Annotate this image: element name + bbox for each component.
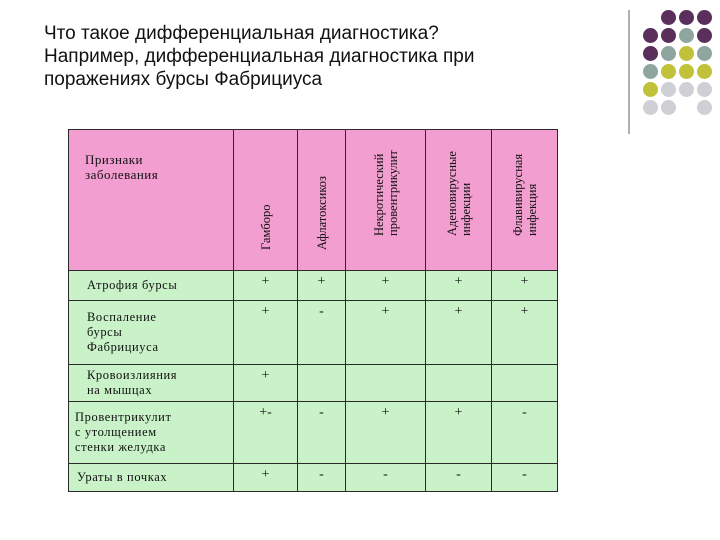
table-cell xyxy=(492,365,558,402)
header-line: Афлатоксикоз xyxy=(314,176,329,250)
header-line: инфекция xyxy=(524,183,539,236)
table-cell: + xyxy=(234,301,298,365)
table-row xyxy=(69,271,558,301)
row-label-line: Кровоизлияния xyxy=(87,368,178,382)
table-cell xyxy=(346,365,426,402)
table-cell: - xyxy=(298,464,346,492)
header-line: Флавивирусная xyxy=(510,153,525,236)
decorative-dot xyxy=(643,46,658,61)
header-adenovirus xyxy=(426,130,492,271)
row-label-line: Провентрикулит xyxy=(75,410,172,424)
decorative-dot xyxy=(679,28,694,43)
decorative-dot xyxy=(643,28,658,43)
row-label-line: Воспаление xyxy=(87,310,157,324)
table-cell: + xyxy=(234,271,298,301)
table-cell: - xyxy=(346,464,426,492)
row-label xyxy=(69,365,234,402)
header-signs xyxy=(69,130,234,271)
decorative-dot-grid xyxy=(643,10,715,120)
decorative-dot xyxy=(661,46,676,61)
table-row xyxy=(69,402,558,464)
table-cell: + xyxy=(346,271,426,301)
table-header-row xyxy=(69,130,558,271)
table-cell xyxy=(298,365,346,402)
header-line: Некротический xyxy=(371,153,386,236)
header-line: инфекции xyxy=(458,182,473,236)
header-aflatoxicosis xyxy=(298,130,346,271)
table-cell: + xyxy=(346,402,426,464)
table-cell: - xyxy=(426,464,492,492)
header-line: Гамборо xyxy=(258,204,273,250)
decorative-dot xyxy=(679,64,694,79)
header-line: Аденовирусные xyxy=(444,151,459,236)
table-cell: + xyxy=(492,301,558,365)
table-cell: - xyxy=(298,402,346,464)
table-cell: + xyxy=(298,271,346,301)
header-signs-line: заболевания xyxy=(85,167,159,182)
slide-title xyxy=(44,22,604,91)
row-label xyxy=(69,301,234,365)
row-label xyxy=(69,464,234,492)
title-line: поражениях бурсы Фабрициуса xyxy=(44,69,323,90)
table-cell: - xyxy=(298,301,346,365)
decorative-dot xyxy=(643,64,658,79)
decorative-dot xyxy=(661,64,676,79)
header-gumboro xyxy=(234,130,298,271)
table-cell: - xyxy=(492,402,558,464)
decorative-dot xyxy=(697,46,712,61)
table-cell xyxy=(426,365,492,402)
table-row xyxy=(69,365,558,402)
decorative-dot xyxy=(643,100,658,115)
table-row xyxy=(69,301,558,365)
header-signs-line: Признаки xyxy=(85,152,143,167)
table-cell: + xyxy=(234,365,298,402)
title-line: Что такое дифференциальная диагностика? xyxy=(44,23,439,44)
table-cell: + xyxy=(234,464,298,492)
row-label-line: стенки желудка xyxy=(75,440,167,454)
decorative-dot xyxy=(697,10,712,25)
decorative-divider xyxy=(628,10,630,134)
table-cell: + xyxy=(426,271,492,301)
table-cell: + xyxy=(426,402,492,464)
row-label-line: Атрофия бурсы xyxy=(87,278,178,292)
header-necrotic-proventriculitis xyxy=(346,130,426,271)
decorative-dot xyxy=(679,46,694,61)
row-label-line: Фабрициуса xyxy=(87,340,159,354)
table-cell: + xyxy=(492,271,558,301)
table-row xyxy=(69,464,558,492)
row-label-line: с утолщением xyxy=(75,425,157,439)
decorative-dot xyxy=(697,64,712,79)
decorative-dot xyxy=(661,82,676,97)
decorative-dot xyxy=(661,10,676,25)
decorative-dot xyxy=(661,28,676,43)
decorative-dot xyxy=(643,82,658,97)
decorative-dot xyxy=(679,10,694,25)
decorative-dot xyxy=(697,82,712,97)
decorative-dot xyxy=(661,100,676,115)
table-cell: +- xyxy=(234,402,298,464)
row-label-line: на мышцах xyxy=(87,383,153,397)
diagnosis-table xyxy=(68,129,558,492)
header-flavivirus xyxy=(492,130,558,271)
row-label xyxy=(69,402,234,464)
table-cell: + xyxy=(426,301,492,365)
row-label-line: Ураты в почках xyxy=(77,470,168,484)
table-cell: + xyxy=(346,301,426,365)
decorative-dot xyxy=(697,100,712,115)
title-line: Например, дифференциальная диагностика при xyxy=(44,46,475,67)
decorative-dot xyxy=(679,82,694,97)
table-cell: - xyxy=(492,464,558,492)
header-line: провентрикулит xyxy=(385,150,400,236)
row-label xyxy=(69,271,234,301)
decorative-dot xyxy=(697,28,712,43)
row-label-line: бурсы xyxy=(87,325,123,339)
